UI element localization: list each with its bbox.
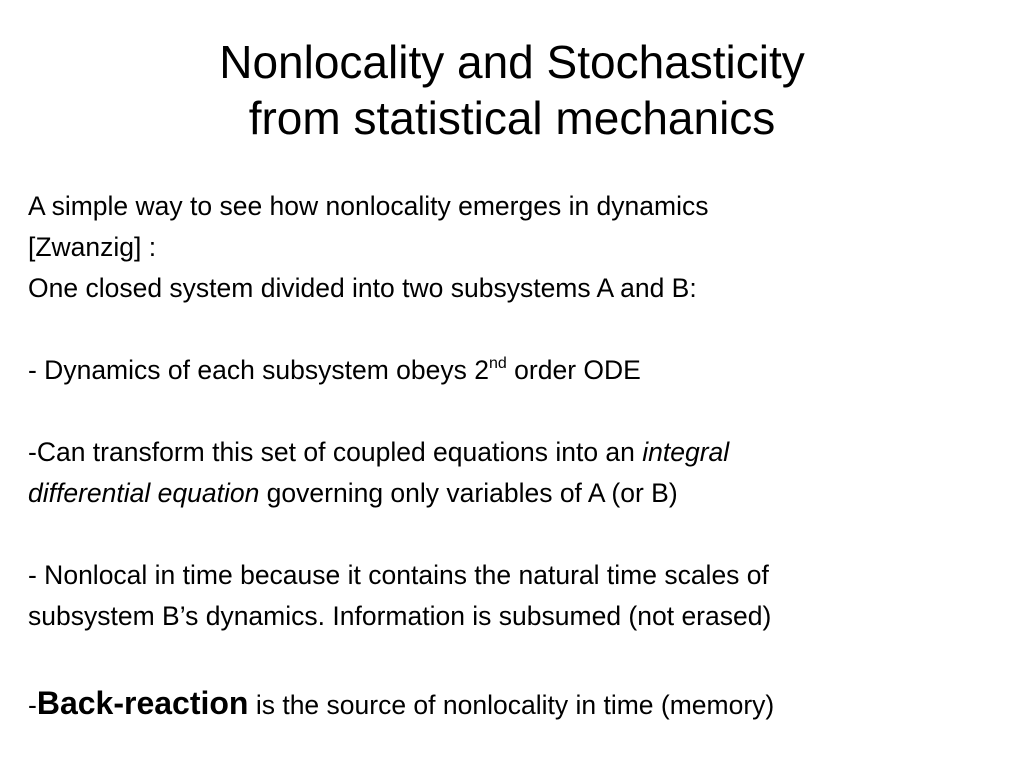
bullet-backreaction: [28, 683, 1008, 726]
intro-line-3: One closed system divided into two subsystems A and B:: [28, 273, 697, 303]
bullet-transform-line-2: [28, 473, 1008, 514]
bullet-transform-text: -Can transform this set of coupled equations into an: [28, 437, 643, 467]
bullet-transform-italic-1: integral: [642, 437, 730, 467]
spacer: [28, 391, 1008, 432]
bullet-ode-text: - Dynamics of each subsystem obeys 2: [28, 355, 489, 385]
spacer: [28, 514, 1008, 555]
title-line-1: Nonlocality and Stochasticity: [219, 36, 805, 88]
bullet-backreaction-dash: -: [28, 690, 37, 720]
bullet-transform-suffix: governing only variables of A (or B): [259, 478, 678, 508]
bullet-transform-italic-2: differential equation: [28, 478, 260, 508]
bullet-transform-line-1: [28, 432, 1008, 473]
bullet-ode: [28, 350, 1008, 391]
bullet-ode-suffix: order ODE: [506, 355, 641, 385]
title-line-2: from statistical mechanics: [248, 92, 776, 144]
slide-body: [28, 186, 1008, 726]
bullet-ode-superscript: nd: [489, 355, 507, 372]
intro-line-1: A simple way to see how nonlocality emerges in dynamics: [28, 191, 709, 221]
spacer: [28, 309, 1008, 350]
bullet-backreaction-bold: Back-reaction: [36, 685, 249, 721]
bullet-nonlocal-line-2: subsystem B’s dynamics. Information is subsumed (not erased): [28, 601, 772, 631]
bullet-nonlocal-line-1: - Nonlocal in time because it contains the natural time scales of: [28, 560, 769, 590]
intro-line-2: [Zwanzig] :: [28, 232, 157, 262]
slide-title: [0, 34, 1024, 146]
bullet-backreaction-suffix: is the source of nonlocality in time (memory): [248, 690, 775, 720]
spacer: [28, 637, 1008, 683]
